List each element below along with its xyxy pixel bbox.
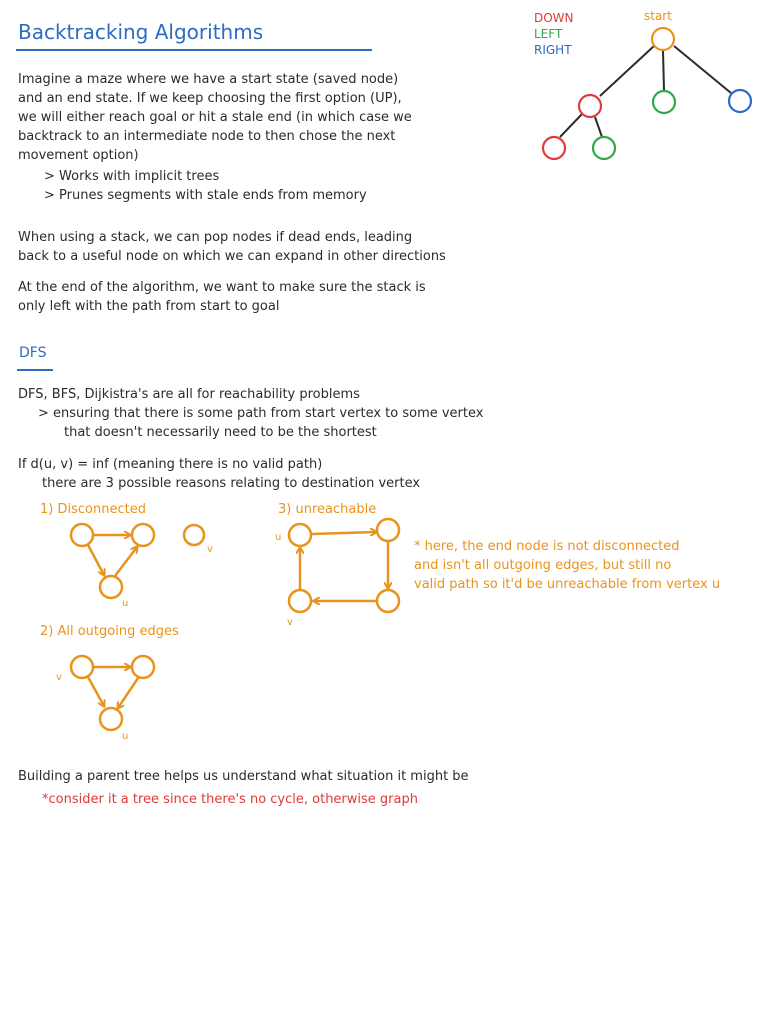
g2-label-u: u (122, 731, 129, 742)
reason-disconnected: 1) Disconnected (40, 502, 146, 517)
tree-start-label: start (644, 9, 672, 23)
stack-line-2: back to a useful node on which we can expand in other directions (18, 249, 446, 264)
g2-node-b (132, 656, 154, 678)
g2-label-v: v (56, 672, 62, 683)
inf-line-1: If d(u, v) = inf (meaning there is no valid path) (18, 457, 323, 472)
g3-label-u: u (275, 532, 282, 543)
g3-edge-u-a (312, 532, 376, 534)
g1-label-v: v (207, 544, 213, 555)
page-title: Backtracking Algorithms (18, 20, 264, 44)
reach-line-2: > ensuring that there is some path from start vertex to some vertex (38, 406, 484, 421)
legend-right: RIGHT (534, 43, 572, 57)
parent-tree-line: Building a parent tree helps us understand what situation it might be (18, 769, 469, 784)
consider-note: *consider it a tree since there's no cycle, otherwise graph (42, 792, 418, 807)
g1-label-u: u (122, 598, 129, 609)
g2-edge-b-u (118, 678, 138, 708)
intro-line-4: backtrack to an intermediate node to then chose the next (18, 129, 396, 144)
g2-edge-v-u (88, 677, 104, 706)
g2-node-v (71, 656, 93, 678)
reason-unreachable: 3) unreachable (278, 502, 377, 517)
legend-down: DOWN (534, 11, 574, 25)
dfs-heading: DFS (19, 345, 47, 361)
g3-node-a (377, 519, 399, 541)
g1-node-v (184, 525, 204, 545)
intro-line-2: and an end state. If we keep choosing the first option (UP), (18, 91, 402, 106)
note-line-3: valid path so it'd be unreachable from vertex u (414, 577, 721, 592)
end-line-1: At the end of the algorithm, we want to make sure the stack is (18, 280, 426, 295)
intro-line-5: movement option) (18, 148, 139, 163)
intro-line-3: we will either reach goal or hit a stale end (in which case we (18, 110, 412, 125)
bullet-implicit-trees: > Works with implicit trees (44, 169, 220, 184)
g2-node-u (100, 708, 122, 730)
g3-node-b (377, 590, 399, 612)
inf-line-2: there are 3 possible reasons relating to destination vertex (42, 476, 421, 491)
reach-line-1: DFS, BFS, Dijkistra's are all for reachability problems (18, 387, 360, 402)
g1-node-u (100, 576, 122, 598)
g1-edge-a-u (88, 545, 104, 575)
g3-node-v (289, 590, 311, 612)
stack-line-1: When using a stack, we can pop nodes if dead ends, leading (18, 230, 413, 245)
reason-outgoing: 2) All outgoing edges (40, 624, 179, 639)
g1-edge-u-b (115, 547, 137, 576)
intro-line-1: Imagine a maze where we have a start state (saved node) (18, 72, 399, 87)
g3-node-u (289, 524, 311, 546)
g1-node-b (132, 524, 154, 546)
note-line-2: and isn't all outgoing edges, but still no (414, 558, 672, 573)
reach-line-3: that doesn't necessarily need to be the shortest (64, 425, 377, 440)
note-line-1: * here, the end node is not disconnected (414, 539, 680, 554)
legend-left: LEFT (534, 27, 563, 41)
end-line-2: only left with the path from start to goal (18, 299, 280, 314)
bullet-prunes: > Prunes segments with stale ends from memory (44, 188, 367, 203)
g3-label-v: v (287, 617, 293, 628)
g1-node-a (71, 524, 93, 546)
